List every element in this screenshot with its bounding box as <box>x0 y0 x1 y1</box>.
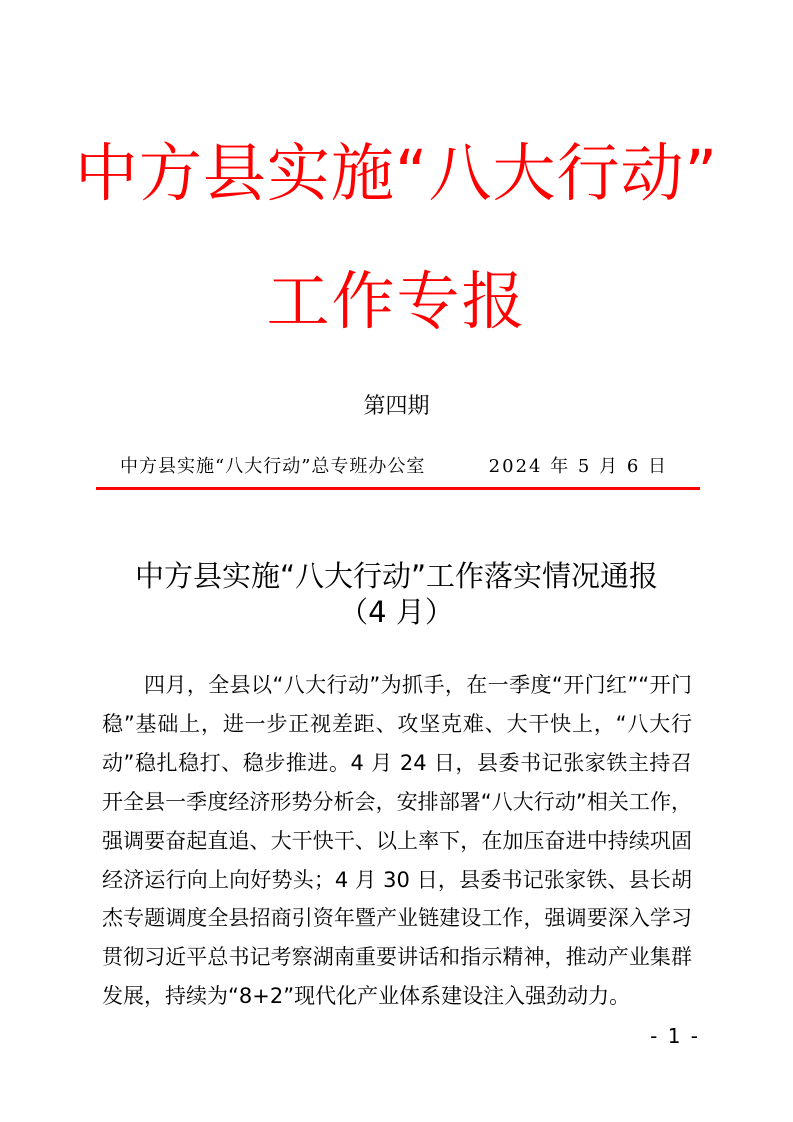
issue-date: 2024 年 5 月 6 日 <box>488 456 668 477</box>
issue-number: 第四期 <box>363 394 430 419</box>
bulletin-title-line1: 中方县实施“八大行动” <box>74 137 719 210</box>
issuer-row <box>120 452 680 482</box>
issuer-office: 中方县实施“八大行动”总专班办公室 <box>120 456 426 477</box>
report-subtitle: （4 月） <box>339 595 454 629</box>
page-number: - 1 - <box>650 1024 700 1048</box>
report-title: 中方县实施“八大行动”工作落实情况通报 <box>134 559 659 593</box>
report-body-paragraph: 四月，全县以“八大行动”为抓手，在一季度“开门红”“开门稳”基础上，进一步正视差距、攻坚克难、大干快上，“八大行动”稳扎稳打、稳步推进。4 月 24 日，县委书记张家铁主持召开全县一季度经济形势分析会，安排部署“八大行动”相关工作，强调要奋起直追、大干快干、以上率下，在加压奋进中持续巩固经济运行向上向好势头；4 月 30 日，县委书记张家铁、县长胡杰专题调度全县招商引资年暨产业链建设工作，强调要深入学习贯彻习近平总书记考察湖南重要讲话和指示精神，推动产业集群发展，持续为“8+2”现代化产业体系建设注入强劲动力。 <box>102 673 692 1009</box>
bulletin-title-line2: 工作专报 <box>266 265 527 338</box>
red-divider-rule <box>96 487 700 490</box>
